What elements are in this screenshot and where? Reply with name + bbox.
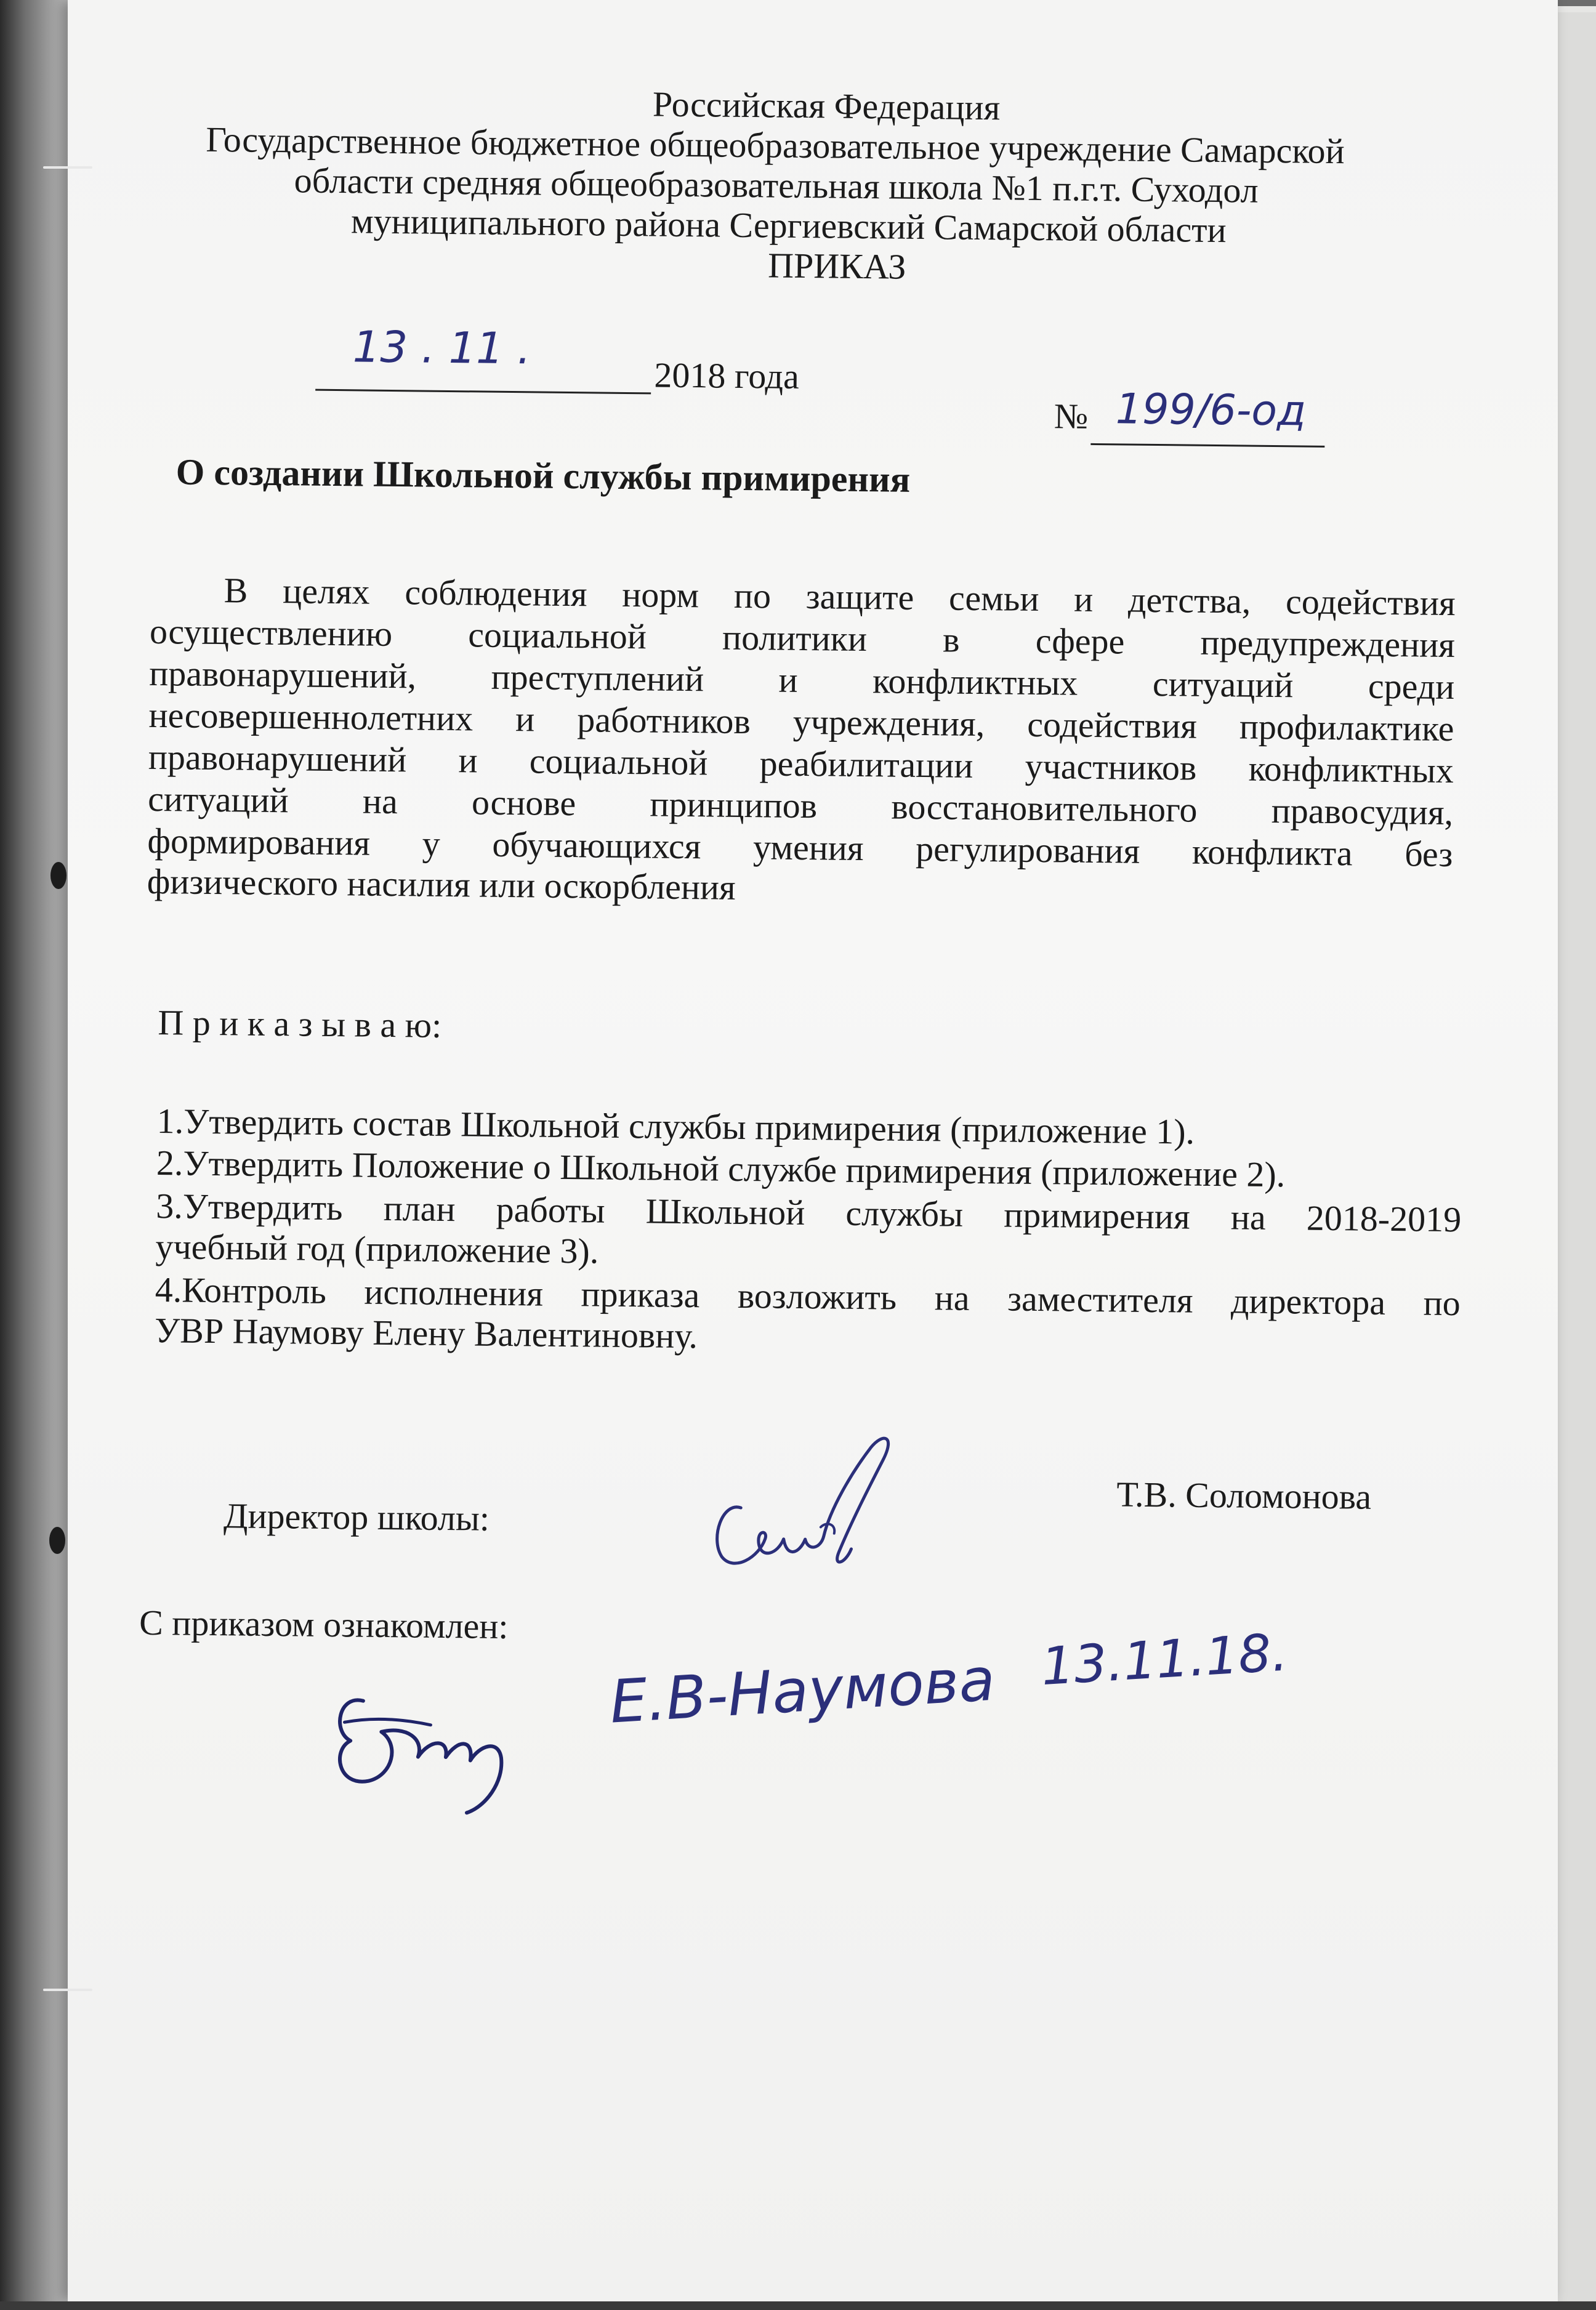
director-label: Директор школы:	[223, 1495, 490, 1539]
doc-type-title: ПРИКАЗ	[767, 245, 906, 287]
handwritten-acknowledgement-date: 13.11.18.	[1039, 1622, 1289, 1697]
header-country: Российская Федерация	[652, 84, 1001, 128]
order-item: 4.Контроль исполнения приказа возложить на заместителя директора по	[155, 1270, 1461, 1324]
preamble-line: осуществлению социальной политики в сфере предупреждения	[149, 611, 1456, 666]
header-org-line-3: муниципального района Сергиевский Самарской области	[350, 201, 1227, 251]
header-org-line-1: Государственное бюджетное общеобразовательное учреждение Самарской	[206, 119, 1345, 172]
order-title: О создании Школьной службы примирения	[175, 451, 911, 500]
director-name: Т.В. Соломонова	[1116, 1474, 1372, 1517]
handwritten-number: 199/6-од	[1115, 385, 1307, 436]
number-sign: №	[1054, 396, 1089, 437]
preamble-line: физического насилия или оскорбления	[147, 861, 736, 907]
order-item: 1.Утвердить состав Школьной службы примирения (приложение 1).	[156, 1101, 1195, 1152]
order-word: П р и к а з ы в а ю:	[158, 1002, 442, 1045]
order-item: 2.Утвердить Положение о Школьной службе примирения (приложение 2).	[156, 1143, 1286, 1195]
preamble-line: несовершеннолетних и работников учреждения, содействия профилактике	[148, 694, 1454, 749]
preamble-line: В целях соблюдения норм по защите семьи и детства, содействия	[224, 570, 1456, 624]
number-underline	[1090, 443, 1324, 448]
order-item: 3.Утвердить план работы Школьной службы примирения на 2018-2019	[155, 1186, 1462, 1240]
preamble-line: правонарушений, преступлений и конфликтных ситуаций среди	[149, 653, 1455, 707]
acknowledgement-signature-image	[325, 1664, 586, 1826]
date-underline	[315, 389, 651, 395]
handwritten-date: 13 . 11 .	[352, 321, 531, 374]
acknowledgement-label: С приказом ознакомлен:	[139, 1602, 509, 1647]
preamble-line: ситуаций на основе принципов восстановительного правосудия,	[147, 778, 1454, 833]
header-org-line-2: области средняя общеобразовательная школа №1 п.г.т. Суходол	[294, 160, 1259, 211]
handwritten-acknowledger-name: Е.В-Наумова	[608, 1644, 997, 1737]
date-year: 2018 года	[654, 355, 800, 396]
preamble-line: формирования у обучающихся умения регулирования конфликта без	[147, 820, 1453, 875]
director-signature-image	[697, 1396, 933, 1584]
order-item: учебный год (приложение 3).	[155, 1226, 599, 1271]
preamble-line: правонарушений и социальной реабилитации участников конфликтных	[148, 736, 1454, 791]
order-item: УВР Наумову Елену Валентиновну.	[154, 1310, 698, 1356]
